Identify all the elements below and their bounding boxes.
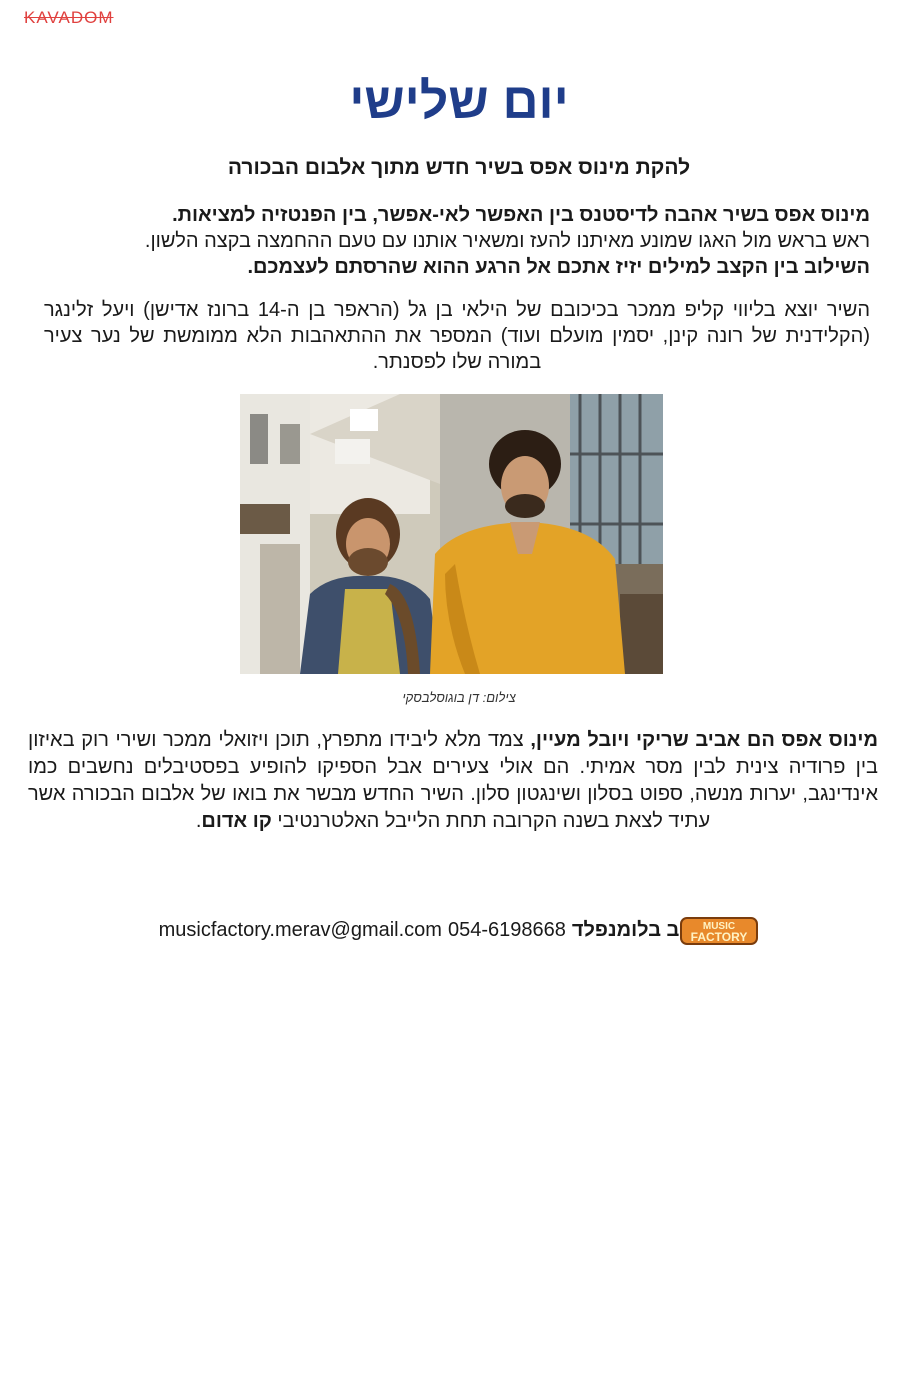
bio-bold-intro: מינוס אפס הם אביב שריקי ויובל מעיין,	[530, 729, 878, 751]
site-brand[interactable]: KAVADOM	[24, 8, 114, 27]
band-photo	[240, 394, 663, 674]
intro-line-3: השילוב בין הקצב למילים יזיז אתכם אל הרגע ההוא שהרסתם לעצמכם.	[247, 256, 870, 278]
band-bio-paragraph	[28, 727, 878, 835]
contact-line	[0, 914, 918, 946]
logo-text-1: MUSIC	[703, 921, 736, 932]
intro-paragraph	[40, 202, 870, 280]
contact-email[interactable]: musicfactory.merav@gmail.com	[158, 918, 442, 941]
contact-phone: 054-6198668	[447, 918, 566, 941]
page-title: יום שלישי	[349, 73, 569, 129]
intro-line-2: ראש בראש מול האגו שמונע מאיתנו להעז ומשאיר אותנו עם טעם ההחמצה בקצה הלשון.	[144, 230, 870, 252]
band-photo-illustration	[240, 394, 663, 674]
photo-caption: צילום: דן בוגוסלבסקי	[402, 690, 516, 705]
clip-paragraph: השיר יוצא בליווי קליפ ממכר בכיכובם של הילאי בן גל (הראפר בן ה-14 ברונז אדישן) ויעל זלינגר (הקלידנית של רונה קינן, יסמין מועלם ועוד) המספר את ההתאהבות הלא ממומשת של נער צעיר במורה שלו לפסנתר.	[44, 299, 870, 373]
article-subtitle: להקת מינוס אפס בשיר חדש מתוך אלבום הבכורה	[227, 156, 691, 179]
bio-text: צמד מלא ליבידו מתפרץ, תוכן ויזואלי ממכר ושירי רוק באיזון בין פרודיה צינית לבין מסר אמיתי. הם אולי צעירים אבל הספיקו להופיע בפסטיבלים נחשבים כמו אינדינגב, יערות מנשה, ספוט בסלון ושינגטון סלון. השיר החדש מבשר את בואו של אלבום הבכורה אשר עתיד לצאת בשנה הקרובה תחת הלייבל האלטרנטיבי	[28, 729, 878, 832]
intro-line-1: מינוס אפס בשיר אהבה לדיסטנס בין האפשר לאי-אפשר, בין הפנטזיה למציאות.	[172, 204, 870, 226]
music-factory-logo	[679, 914, 759, 946]
label-name: קו אדום	[201, 810, 272, 832]
bio-end: .	[195, 810, 202, 832]
contact-name: ב בלומנפלד	[571, 918, 680, 941]
logo-text-2: FACTORY	[691, 930, 748, 944]
